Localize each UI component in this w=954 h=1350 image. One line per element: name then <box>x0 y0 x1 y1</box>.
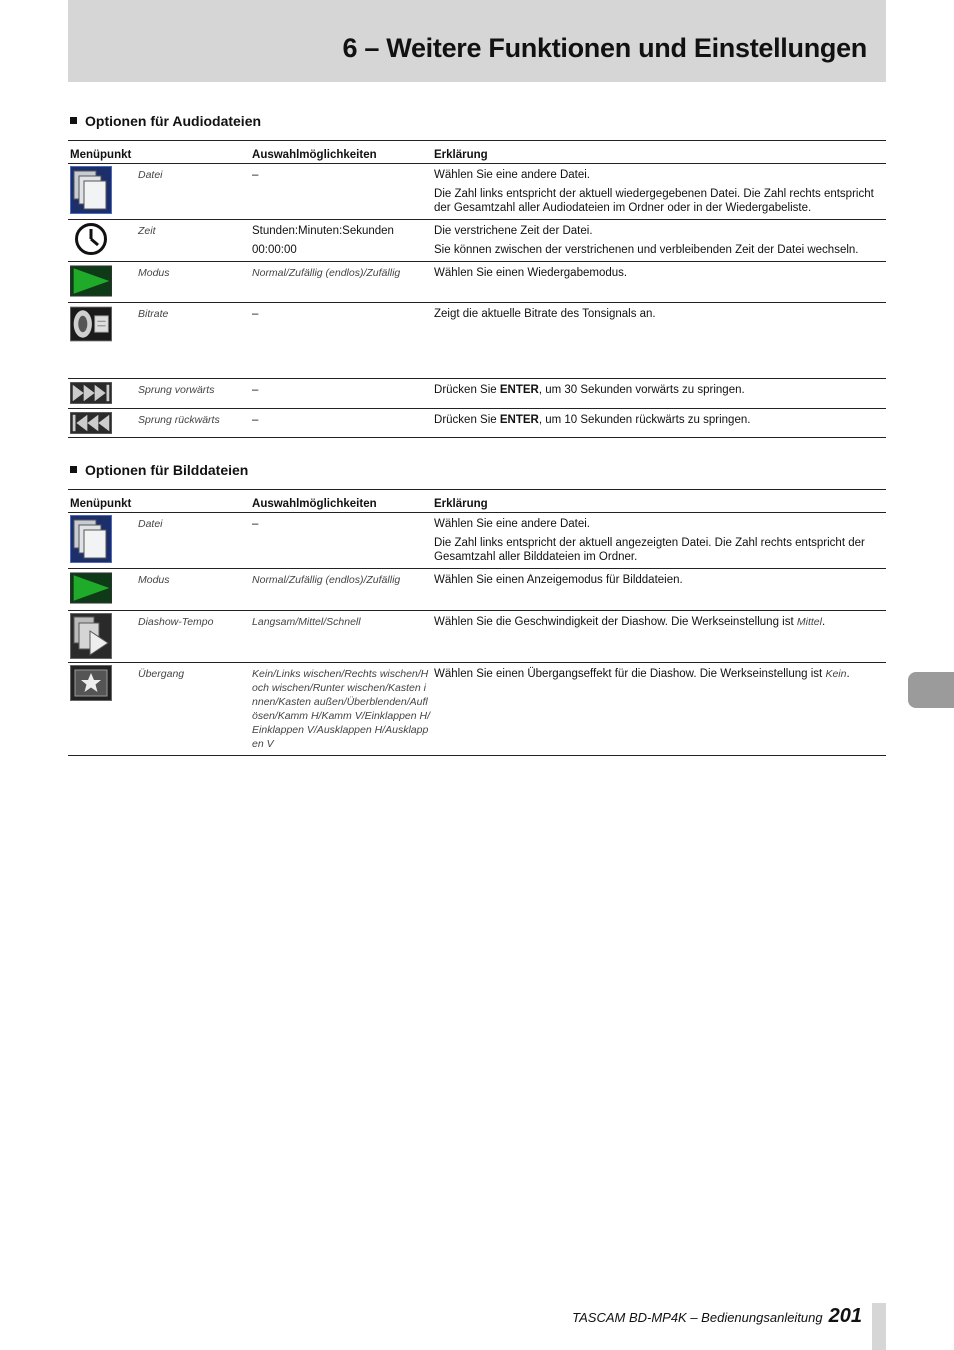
file-icon <box>70 166 112 214</box>
section-title-audio: Optionen für Audiodateien <box>70 113 261 129</box>
explanation-bitrate: Zeigt die aktuelle Bitrate des Tonsignals an. <box>432 303 886 379</box>
options-modus: Normal/Zufällig (endlos)/Zufällig <box>250 569 432 611</box>
table-row <box>68 164 886 220</box>
file-icon <box>70 515 112 563</box>
explanation-line: Die Zahl links entspricht der aktuell wiedergegebenen Datei. Die Zahl rechts entspricht der Gesamtzahl aller Audiodateien im Ordner oder in der Wiedergabeliste. <box>434 188 874 214</box>
menu-item-diashow-tempo: Diashow-Tempo <box>136 611 250 663</box>
explanation-line: Wählen Sie eine andere Datei. <box>434 169 591 181</box>
col-header-menu: Menüpunkt <box>68 141 250 164</box>
options-zeit-example: 00:00:00 <box>252 244 297 256</box>
skip-back-icon <box>70 411 112 435</box>
slideshow-icon <box>70 613 112 659</box>
explanation-diashow-tempo: Wählen Sie die Geschwindigkeit der Diashow. Die Werkseinstellung ist Mittel. <box>432 611 886 663</box>
table-row <box>68 409 886 438</box>
page-footer <box>572 1305 862 1328</box>
options-sprung-vorwaerts: – <box>250 379 432 409</box>
default-value: Kein <box>825 668 847 680</box>
default-value: Mittel <box>796 616 822 628</box>
options-sprung-rueckwaerts: – <box>250 409 432 438</box>
bullet-square-icon <box>70 466 77 473</box>
menu-item-datei: Datei <box>136 513 250 569</box>
menu-item-sprung-rueckwaerts: Sprung rückwärts <box>136 409 250 438</box>
explanation-sprung-rueckwaerts: Drücken Sie ENTER, um 10 Sekunden rückwärts zu springen. <box>432 409 886 438</box>
image-options-table <box>68 489 886 756</box>
explanation-modus: Wählen Sie einen Wiedergabemodus. <box>432 262 886 303</box>
explanation-uebergang: Wählen Sie einen Übergangseffekt für die Diashow. Die Werkseinstellung ist Kein. <box>432 663 886 756</box>
play-icon <box>70 264 112 298</box>
explanation-line: Sie können zwischen der verstrichenen und verbleibenden Zeit der Datei wechseln. <box>434 244 859 256</box>
col-header-options: Auswahlmöglichkeiten <box>250 490 432 513</box>
explanation-line: Wählen Sie eine andere Datei. <box>434 518 591 530</box>
options-datei: – <box>250 164 432 220</box>
explanation-line: Die verstrichene Zeit der Datei. <box>434 225 593 237</box>
options-bitrate: – <box>250 303 432 379</box>
options-uebergang: Kein/Links wischen/Rechts wischen/Hoch wischen/Runter wischen/Kasten innen/Kasten außen/Überblenden/Auflösen/Kamm H/Kamm V/Einklappen H/Einklappen V/Ausklappen H/Ausklappen V <box>250 663 432 756</box>
table-row <box>68 262 886 303</box>
explanation-line: Die Zahl links entspricht der aktuell angezeigten Datei. Die Zahl rechts entspricht der Gesamtzahl aller Bilddateien im Ordner. <box>434 537 865 563</box>
footer-bar <box>872 1303 886 1350</box>
table-header-row <box>68 490 886 513</box>
explanation-modus: Wählen Sie einen Anzeigemodus für Bilddateien. <box>432 569 886 611</box>
options-modus: Normal/Zufällig (endlos)/Zufällig <box>250 262 432 303</box>
enter-key-label: ENTER <box>499 384 539 396</box>
page-number: 201 <box>828 1305 862 1327</box>
chapter-tab-marker <box>908 672 954 708</box>
table-row <box>68 611 886 663</box>
section-title-image: Optionen für Bilddateien <box>70 462 248 478</box>
menu-item-sprung-vorwaerts: Sprung vorwärts <box>136 379 250 409</box>
page-header <box>68 0 886 82</box>
menu-item-datei: Datei <box>136 164 250 220</box>
bitrate-icon <box>70 305 112 343</box>
col-header-menu: Menüpunkt <box>68 490 250 513</box>
star-transition-icon <box>70 665 112 701</box>
options-diashow-tempo: Langsam/Mittel/Schnell <box>250 611 432 663</box>
options-datei: – <box>250 513 432 569</box>
skip-forward-icon <box>70 381 112 405</box>
explanation-sprung-vorwaerts: Drücken Sie ENTER, um 30 Sekunden vorwärts zu springen. <box>432 379 886 409</box>
table-row <box>68 220 886 262</box>
menu-item-bitrate: Bitrate <box>136 303 250 379</box>
table-row <box>68 513 886 569</box>
options-zeit-format: Stunden:Minuten:Sekunden <box>252 225 394 237</box>
enter-key-label: ENTER <box>499 414 539 426</box>
table-row <box>68 379 886 409</box>
col-header-options: Auswahlmöglichkeiten <box>250 141 432 164</box>
audio-options-table <box>68 140 886 438</box>
bullet-square-icon <box>70 117 77 124</box>
table-row <box>68 569 886 611</box>
table-row <box>68 303 886 379</box>
footer-text: TASCAM BD-MP4K – Bedienungsanleitung <box>572 1310 823 1325</box>
menu-item-modus: Modus <box>136 569 250 611</box>
menu-item-modus: Modus <box>136 262 250 303</box>
col-header-explanation: Erklärung <box>432 141 886 164</box>
table-header-row <box>68 141 886 164</box>
menu-item-uebergang: Übergang <box>136 663 250 756</box>
menu-item-zeit: Zeit <box>136 220 250 262</box>
table-row <box>68 663 886 756</box>
play-icon <box>70 571 112 605</box>
clock-icon <box>70 222 112 256</box>
col-header-explanation: Erklärung <box>432 490 886 513</box>
page-title: 6 – Weitere Funktionen und Einstellungen <box>342 33 867 63</box>
